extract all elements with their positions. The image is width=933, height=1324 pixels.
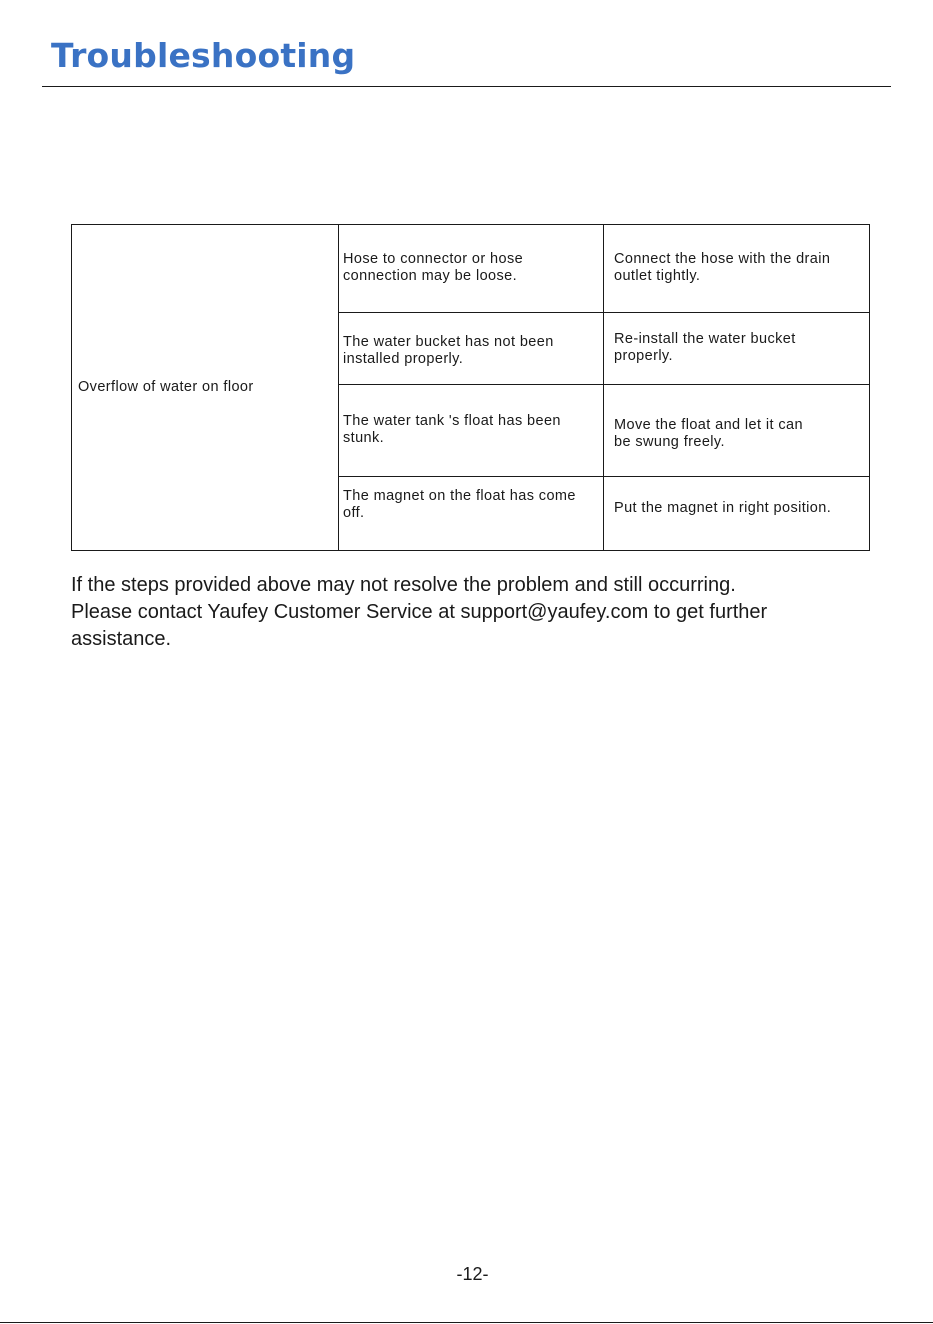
solution-line: Move the float and let it can	[614, 417, 803, 433]
cause-line: The water tank 's float has been	[343, 413, 561, 429]
cause-line: installed properly.	[343, 351, 464, 367]
troubleshooting-table	[71, 224, 870, 551]
solution-line: Put the magnet in right position.	[614, 500, 832, 516]
cause-line: The water bucket has not been	[343, 334, 554, 350]
solution-line: outlet tightly.	[614, 268, 701, 284]
customer-service-note	[71, 572, 871, 653]
note-line: assistance.	[71, 628, 172, 650]
solution-cell	[604, 225, 870, 313]
bottom-divider	[0, 1322, 933, 1323]
problem-cell: Overflow of water on floor	[72, 225, 339, 551]
solution-line: Connect the hose with the drain	[614, 251, 831, 267]
cause-line: The magnet on the float has come	[343, 488, 576, 504]
solution-cell	[604, 385, 870, 477]
solution-line: Re-install the water bucket	[614, 331, 796, 347]
cause-cell	[339, 313, 604, 385]
cause-cell	[339, 385, 604, 477]
cause-line: connection may be loose.	[343, 268, 518, 284]
note-line: Please contact Yaufey Customer Service at support@yaufey.com to get further	[71, 601, 768, 623]
solution-cell	[604, 313, 870, 385]
cause-line: off.	[343, 505, 365, 521]
solution-line: properly.	[614, 348, 673, 364]
title-divider	[42, 86, 891, 87]
solution-cell	[604, 477, 870, 551]
note-line: If the steps provided above may not resolve the problem and still occurring.	[71, 574, 736, 596]
cause-line: Hose to connector or hose	[343, 251, 524, 267]
page-number: -12-	[456, 1264, 489, 1284]
table-row	[72, 225, 870, 313]
solution-line: be swung freely.	[614, 434, 725, 450]
cause-cell	[339, 477, 604, 551]
cause-line: stunk.	[343, 430, 385, 446]
page-title: Troubleshooting	[51, 36, 356, 75]
cause-cell	[339, 225, 604, 313]
